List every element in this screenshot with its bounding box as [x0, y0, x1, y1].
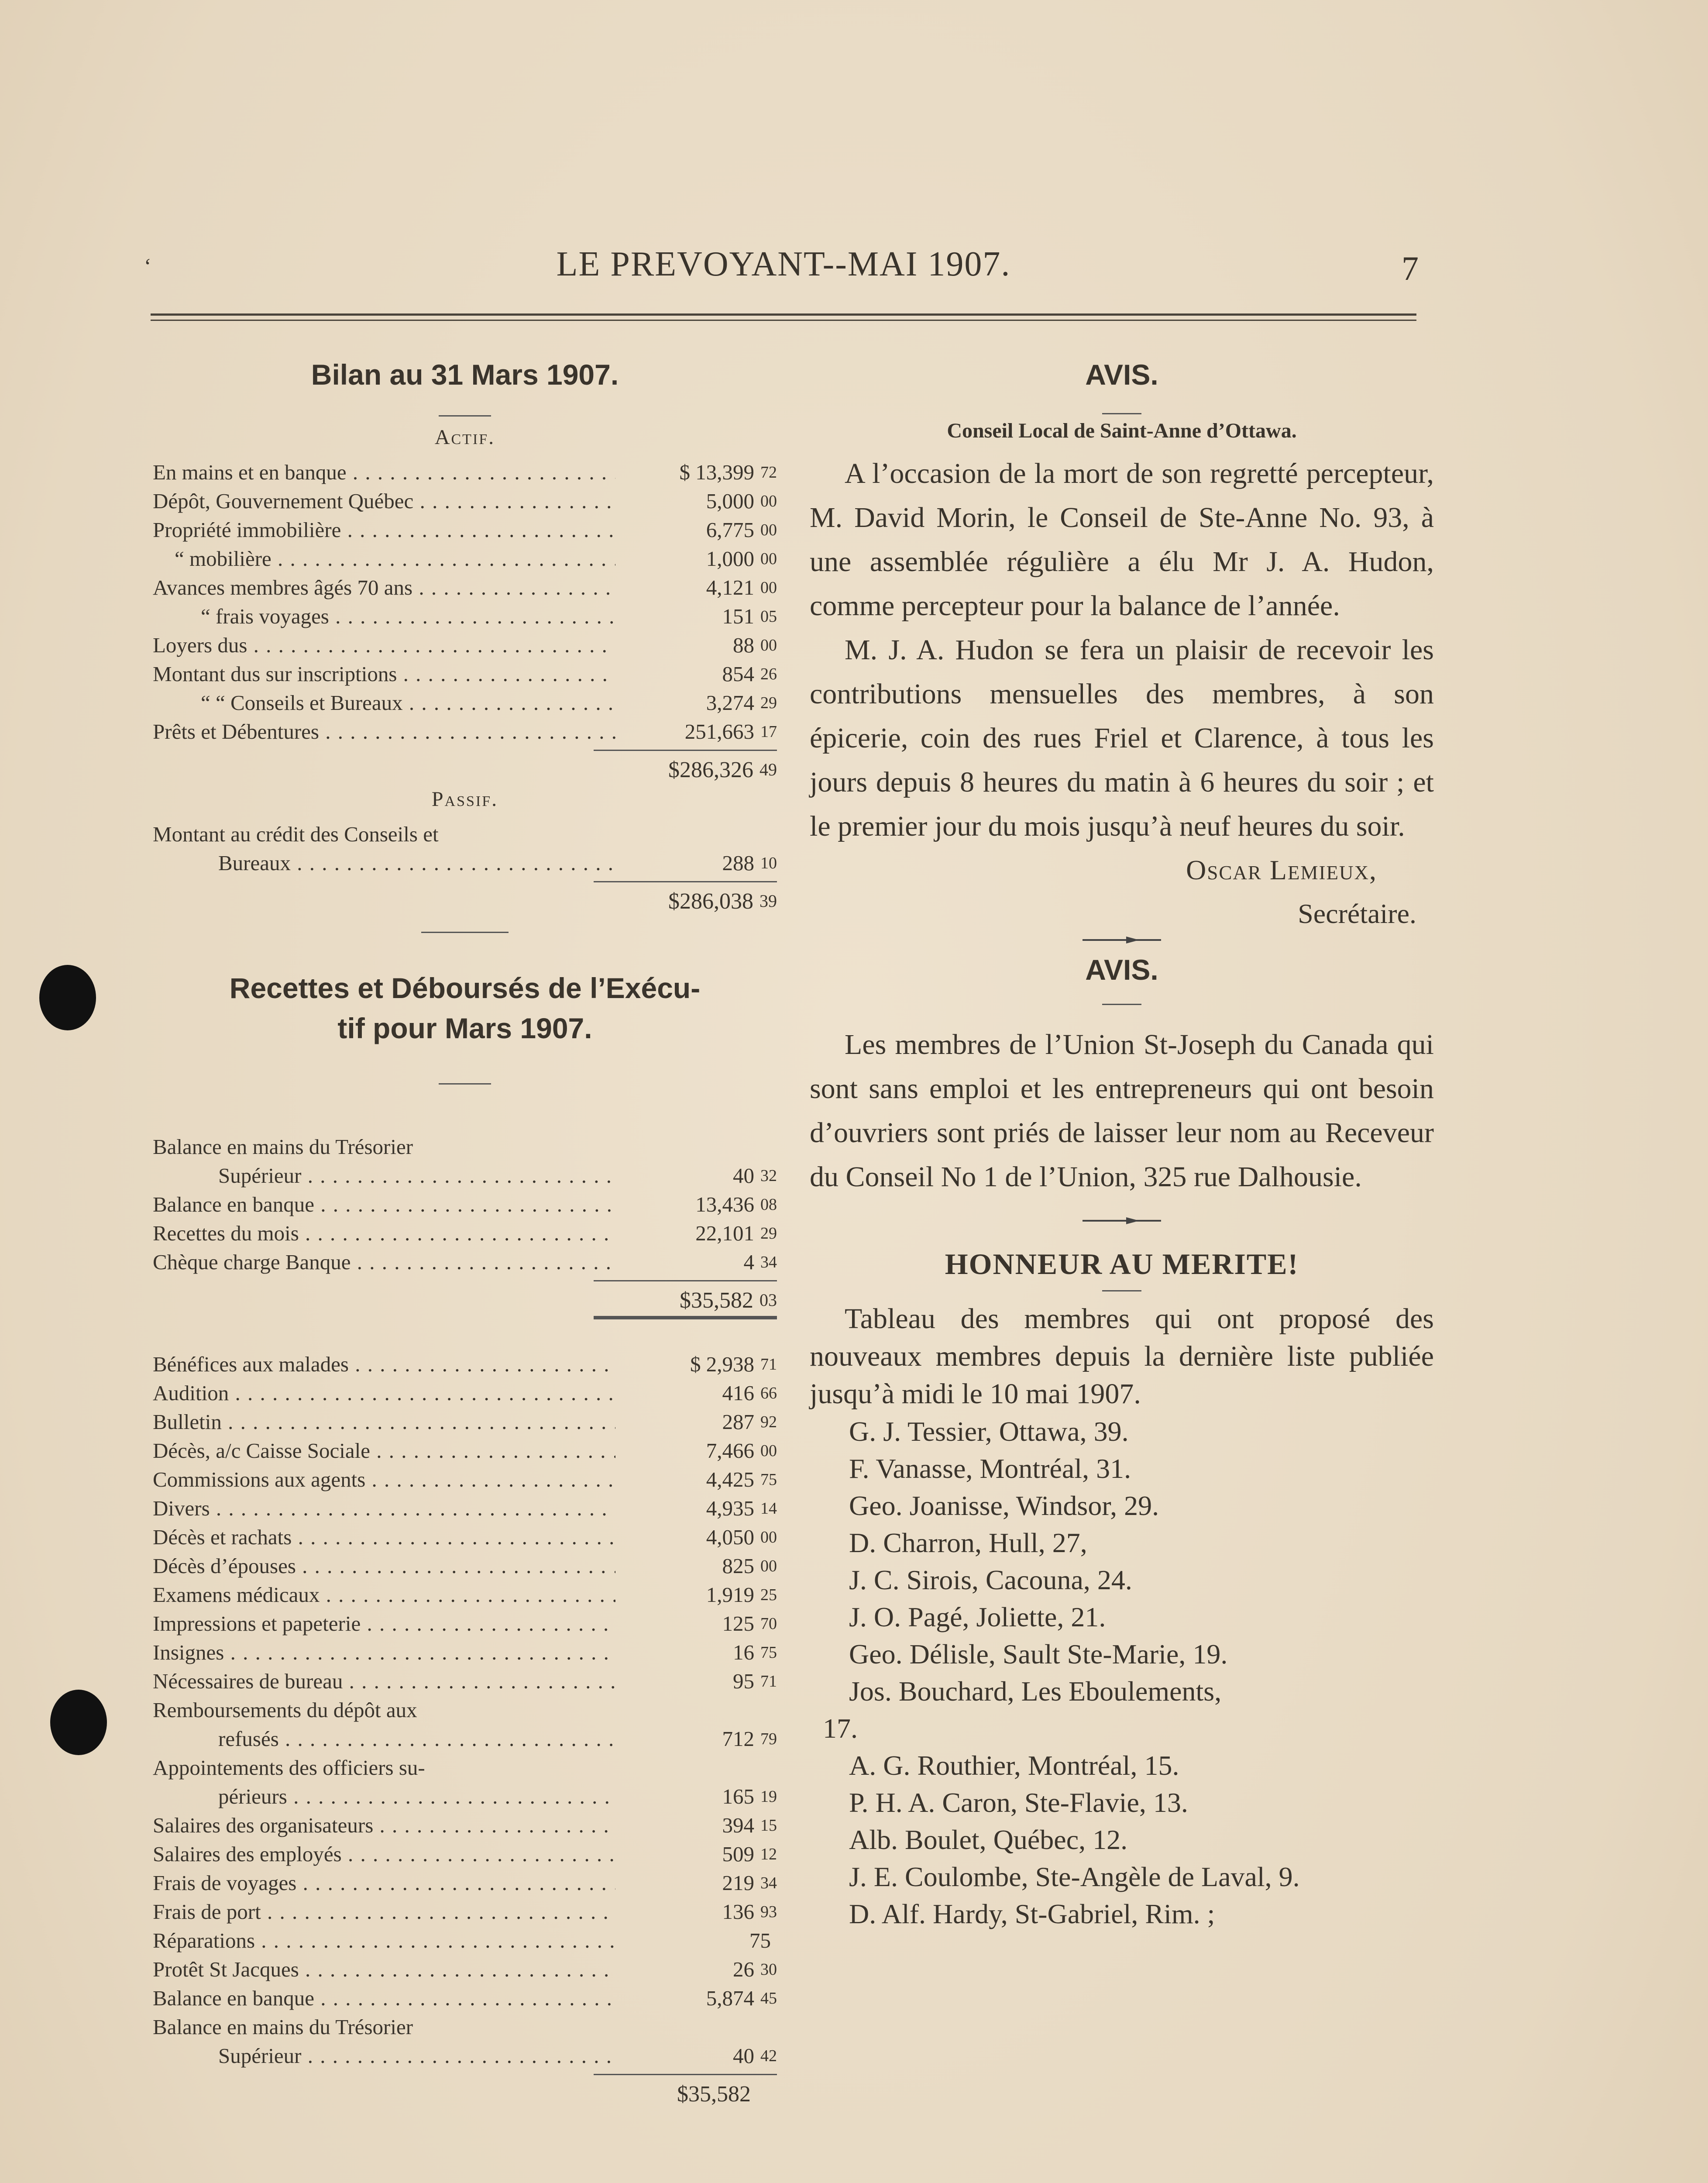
punch-hole-bottom: [50, 1690, 107, 1755]
punch-hole-top: [39, 965, 96, 1030]
list-item: Geo. Délisle, Sault Ste-Marie, 19.: [849, 1639, 1228, 1670]
sum-rule: [594, 750, 777, 751]
running-title: LE PREVOYANT--MAI 1907.: [556, 245, 1011, 283]
ornament-divider: [1078, 1212, 1165, 1229]
sum-rule: [594, 1316, 777, 1319]
passif-heading: Passif.: [431, 788, 498, 811]
table-row: Décès d’épouses . . . 825 00: [153, 1552, 777, 1580]
list-item: Alb. Boulet, Québec, 12.: [849, 1824, 1128, 1855]
page-number: 7: [1402, 249, 1419, 287]
table-row: Impressions et papeterie . . . 125 70: [153, 1609, 777, 1638]
recettes-first-line: Balance en mains du Trésorier: [153, 1135, 413, 1159]
left-column: [153, 358, 777, 2107]
ornament-divider: [1078, 931, 1165, 949]
deboursés-total: $35,582: [677, 2082, 751, 2107]
honneur-list-3: [810, 1895, 1434, 1932]
table-row: Propriété immobilière . . . 6,775 00: [153, 516, 777, 544]
table-row: périeurs . . . 165 19: [153, 1782, 777, 1811]
honneur-title: HONNEUR AU MERITE!: [945, 1247, 1299, 1281]
list-item: A. G. Routhier, Montréal, 15.: [849, 1750, 1179, 1781]
avis-title: AVIS.: [1085, 358, 1158, 391]
table-row: Montant dus sur inscriptions . . . 854 26: [153, 660, 777, 689]
table-row: Balance en banque . . . 13,436 08: [153, 1190, 777, 1219]
actif-heading: Actif.: [434, 426, 495, 449]
right-column: [810, 358, 1434, 1932]
table-row: refusés . . . 712 79: [153, 1725, 777, 1753]
passif-total: $286,038 39: [668, 889, 777, 914]
table-row: Dépôt, Gouvernement Québec . . . 5,000 00: [153, 487, 777, 516]
list-item: D. Charron, Hull, 27,: [849, 1527, 1087, 1558]
appt-line: Appointements des officiers su-: [153, 1756, 425, 1780]
recettes-total: $35,582 03: [680, 1288, 777, 1313]
avis-paragraph: M. J. A. Hudon se fera un plaisir de recevoir les contributions mensuelles des membres, à son épicerie, coin des rues Friel et Clarence, à tous les jours depuis 8 heures du matin à 6 heures du soir ; et le premier jour du mois jusqu’à neuf heures du soir.: [810, 634, 1434, 842]
list-item: J. E. Coulombe, Ste-Angèle de Laval, 9.: [849, 1861, 1300, 1892]
avis2-paragraph: Les membres de l’Union St-Joseph du Canada qui sont sans emploi et les entrepreneurs qui ont besoin d’ouvriers sont priés de laisser leur nom au Receveur du Conseil No 1 de l’Union, 325 rue Dalhousie.: [810, 1029, 1434, 1193]
divider: [1102, 413, 1141, 414]
divider: [439, 415, 491, 417]
table-row: En mains et en banque . . . $ 13,399 72: [153, 458, 777, 487]
avis-title-2: AVIS.: [1085, 954, 1158, 986]
list-item: Jos. Bouchard, Les Eboulements,: [849, 1676, 1222, 1707]
list-item: D. Alf. Hardy, St-Gabriel, Rim. ;: [849, 1898, 1215, 1929]
recettes-title: Recettes et Déboursés de l’Exécu- tif pour Mars 1907.: [229, 972, 701, 1044]
table-row: Supérieur . . . 40 32: [153, 1161, 777, 1190]
actif-list: [153, 458, 777, 746]
list-item: G. J. Tessier, Ottawa, 39.: [849, 1416, 1129, 1447]
list-item: Geo. Joanisse, Windsor, 29.: [849, 1490, 1159, 1521]
table-row: Décès et rachats . . . 4,050 00: [153, 1523, 777, 1552]
table-row: Audition . . . 416 66: [153, 1379, 777, 1408]
remb-line: Remboursements du dépôt aux: [153, 1698, 417, 1722]
table-row: Prêts et Débentures . . . 251,663 17: [153, 717, 777, 746]
table-row: Avances membres âgés 70 ans . . . 4,121 00: [153, 573, 777, 602]
page-header: [144, 244, 1419, 293]
divider: [421, 932, 509, 933]
table-row: Bénéfices aux malades . . . $ 2,938 71: [153, 1350, 777, 1379]
table-row: Réparations . . . 75: [153, 1926, 777, 1955]
table-row: Nécessaires de bureau . . . 95 71: [153, 1667, 777, 1696]
table-row: Bulletin . . . 287 92: [153, 1408, 777, 1436]
honneur-list: [810, 1413, 1434, 1710]
list-item: P. H. A. Caron, Ste-Flavie, 13.: [849, 1787, 1188, 1818]
table-row: Divers . . . 4,935 14: [153, 1494, 777, 1523]
table-row: Décès, a/c Caisse Sociale . . . 7,466 00: [153, 1436, 777, 1465]
sum-rule: [594, 881, 777, 882]
header-rule: [151, 313, 1416, 316]
divider: [1102, 1290, 1141, 1291]
table-row: “ “ Conseils et Bureaux . . . 3,274 29: [153, 689, 777, 717]
list-item: 17.: [823, 1713, 858, 1744]
divider: [439, 1083, 491, 1085]
list-item: F. Vanasse, Montréal, 31.: [849, 1453, 1131, 1484]
table-row: Salaires des employés . . . 509 12: [153, 1840, 777, 1869]
passif-line: Montant au crédit des Conseils et: [153, 822, 439, 846]
signature-role: Secrétaire.: [1298, 898, 1416, 929]
honneur-list-2: [810, 1747, 1434, 1858]
table-row: Protêt St Jacques . . . 26 30: [153, 1955, 777, 1984]
list-item: J. O. Pagé, Joliette, 21.: [849, 1601, 1106, 1632]
header-rule-2: [151, 320, 1416, 321]
actif-total: $286,326 49: [668, 758, 777, 782]
table-row: Supérieur . . . 40 42: [153, 2042, 777, 2070]
header-mark: ‘: [144, 254, 151, 278]
last-line: Balance en mains du Trésorier: [153, 2015, 413, 2039]
table-row: Insignes . . . 16 75: [153, 1638, 777, 1667]
table-row: Examens médicaux . . . 1,919 25: [153, 1580, 777, 1609]
table-row: Recettes du mois . . . 22,101 29: [153, 1219, 777, 1248]
deboursés-list: [153, 1350, 777, 2070]
table-row: “ frais voyages . . . 151 05: [153, 602, 777, 631]
sum-rule: [594, 1280, 777, 1281]
table-row: Frais de voyages . . . 219 34: [153, 1869, 777, 1897]
table-row: Bureaux . . . 288 10: [153, 849, 777, 878]
sum-rule: [594, 2074, 777, 2075]
table-row: Salaires des organisateurs . . . 394 15: [153, 1811, 777, 1840]
table-row: “ mobilière . . . 1,000 00: [153, 544, 777, 573]
table-row: Loyers dus . . . 88 00: [153, 631, 777, 660]
table-row: Balance en banque . . . 5,874 45: [153, 1984, 777, 2013]
honneur-list-wrap: [810, 1710, 1434, 1747]
honneur-paragraph: Tableau des membres qui ont proposé des nouveaux membres depuis la dernière liste publiée jusqu’à midi le 10 mai 1907.: [810, 1303, 1434, 1410]
avis-subtitle: Conseil Local de Saint-Anne d’Ottawa.: [947, 419, 1297, 442]
list-item: J. C. Sirois, Cacouna, 24.: [849, 1564, 1132, 1595]
table-row: Frais de port . . . 136 93: [153, 1897, 777, 1926]
avis-paragraph: A l’occasion de la mort de son regretté percepteur, M. David Morin, le Conseil de Ste-Anne No. 93, à une assemblée régulière a élu Mr J. A. Hudon, comme percepteur pour la balance de l’année.: [810, 458, 1434, 622]
signature-name: Oscar Lemieux,: [1186, 854, 1377, 885]
divider: [1102, 1004, 1141, 1005]
bilan-title: Bilan au 31 Mars 1907.: [311, 358, 619, 391]
table-row: Commissions aux agents . . . 4,425 75: [153, 1465, 777, 1494]
table-row: Chèque charge Banque . . . 4 34: [153, 1248, 777, 1277]
